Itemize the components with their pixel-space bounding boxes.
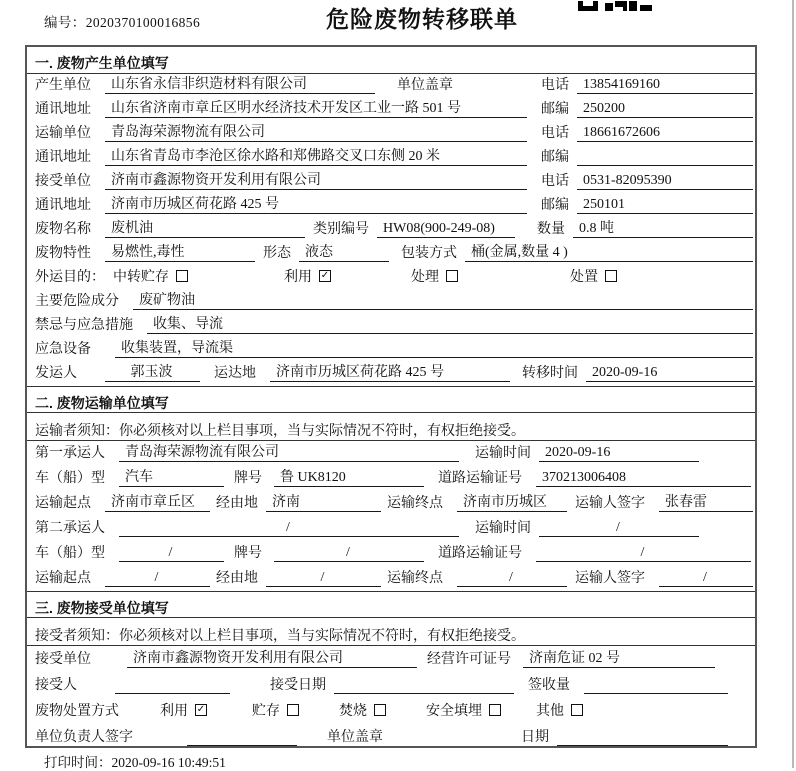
field-label: 运输人签字	[575, 571, 645, 586]
field-label: 电话	[541, 78, 569, 93]
field-label: 运输单位	[35, 126, 91, 141]
field-row-waste-name	[27, 218, 755, 242]
field-value: /	[536, 545, 751, 562]
field-label: 废物特性	[35, 246, 91, 261]
field-label: 运输人签字	[575, 496, 645, 511]
doc-number-label: 编号：	[44, 15, 86, 30]
field-label: 邮编	[541, 150, 569, 165]
field-row-receiver-unit	[27, 170, 755, 194]
field-value	[557, 745, 728, 746]
checkbox-label: 贮存	[252, 704, 280, 719]
checkbox-utilize-icon: ✓	[196, 703, 206, 715]
field-value: 废矿物油	[133, 289, 753, 310]
field-label: 车（船）型	[35, 471, 105, 486]
field-label: 日期	[521, 730, 549, 745]
field-value: 济南市鑫源物资开发利用有限公司	[127, 647, 417, 668]
field-label: 邮编	[541, 198, 569, 213]
field-value: /	[119, 520, 459, 537]
right-field-group	[541, 74, 753, 94]
checkbox-option-store	[252, 700, 299, 720]
field-value: 济南危证 02 号	[523, 647, 715, 668]
transporter-notice: 运输者须知：你必须核对以上栏目事项，当与实际情况不符时，有权拒绝接受。	[27, 413, 755, 441]
field-value: 济南市历城区荷花路 425 号	[105, 193, 527, 214]
field-row-accepting-unit	[27, 646, 755, 672]
field-label: 运输时间	[475, 446, 531, 461]
field-value: 250200	[577, 101, 753, 118]
checkbox-transfer-storage-icon	[176, 270, 188, 282]
field-value: 液态	[299, 241, 389, 262]
receiver-notice: 接受者须知：你必须核对以上栏目事项，当与实际情况不符时，有权拒绝接受。	[27, 618, 755, 646]
right-field-group	[541, 194, 753, 214]
checkbox-option-other	[536, 700, 583, 720]
checkbox-dispose-icon	[605, 270, 617, 282]
field-label: 经由地	[216, 571, 258, 586]
field-row-first-carrier	[27, 441, 755, 466]
field-row-second-carrier	[27, 516, 755, 541]
field-value: 18661672606	[577, 125, 753, 142]
field-value: 370213006408	[536, 470, 751, 487]
checkbox-utilize-icon: ✓	[320, 269, 330, 281]
field-row-emergency-measures	[27, 314, 755, 338]
field-row-transport-address	[27, 146, 755, 170]
field-value: /	[457, 570, 567, 587]
field-label: 电话	[541, 174, 569, 189]
field-value: HW08(900-249-08)	[377, 221, 515, 238]
field-row-outbound-purpose	[27, 266, 755, 290]
field-value: 山东省永信非织造材料有限公司	[105, 73, 375, 94]
field-row-route-1	[27, 491, 755, 516]
print-time-label: 打印时间：	[44, 755, 112, 770]
field-label: 经营许可证号	[427, 652, 511, 667]
field-value: 易燃性,毒性	[105, 241, 255, 262]
field-value: 13854169160	[577, 77, 753, 94]
checkbox-other-icon	[571, 704, 583, 716]
field-label: 转移时间	[522, 366, 578, 381]
field-value	[187, 745, 297, 746]
field-label: 经由地	[216, 496, 258, 511]
right-field-group	[541, 146, 753, 166]
field-value	[115, 693, 230, 694]
print-time	[44, 751, 226, 771]
field-value: 0531-82095390	[577, 173, 753, 190]
checkbox-label: 利用	[284, 270, 312, 285]
field-value: 收集装置，导流渠	[115, 337, 753, 358]
field-label: 第一承运人	[35, 446, 105, 461]
field-label: 发运人	[35, 366, 77, 381]
field-label: 运输终点	[387, 571, 443, 586]
section-1-title: 一. 废物产生单位填写	[27, 47, 755, 74]
checkbox-option-dispose	[570, 266, 617, 286]
checkbox-label: 处置	[570, 270, 598, 285]
section-2-title: 二. 废物运输单位填写	[27, 386, 755, 413]
right-field-group	[541, 122, 753, 142]
stamp-label: 单位盖章	[327, 730, 383, 745]
field-label: 道路运输证号	[438, 546, 522, 561]
field-value: 济南市历城区	[457, 491, 567, 512]
right-field-group	[541, 98, 753, 118]
checkbox-treat-icon	[446, 270, 458, 282]
checkbox-store-icon	[287, 704, 299, 716]
field-label: 第二承运人	[35, 521, 105, 536]
checkbox-label: 利用	[160, 704, 188, 719]
field-row-disposal-method	[27, 698, 755, 724]
field-row-waste-character	[27, 242, 755, 266]
field-label: 运输起点	[35, 496, 91, 511]
field-label: 包装方式	[401, 246, 457, 261]
field-label: 道路运输证号	[438, 471, 522, 486]
checkbox-secure-landfill-icon	[489, 704, 501, 716]
field-row-main-hazard	[27, 290, 755, 314]
field-label: 应急设备	[35, 342, 91, 357]
field-row-producer-unit	[27, 74, 755, 98]
field-label: 通讯地址	[35, 198, 91, 213]
field-label: 外运目的：	[35, 270, 105, 285]
field-label: 通讯地址	[35, 150, 91, 165]
field-value: 汽车	[119, 466, 224, 487]
right-field-group	[541, 170, 753, 190]
field-label: 单位负责人签字	[35, 730, 133, 745]
checkbox-option-treat	[411, 266, 458, 286]
field-label: 邮编	[541, 102, 569, 117]
field-label: 电话	[541, 126, 569, 141]
field-label: 禁忌与应急措施	[35, 318, 133, 333]
field-label: 签收量	[528, 678, 570, 693]
field-value: 济南市章丘区	[105, 491, 210, 512]
field-label: 接受人	[35, 678, 77, 693]
doc-title: 危险废物转移联单	[326, 6, 518, 32]
field-value	[334, 693, 514, 694]
doc-number	[44, 11, 200, 31]
field-value: 2020-09-16	[586, 365, 753, 382]
field-label: 废物处置方式	[35, 704, 119, 719]
checkbox-label: 中转贮存	[113, 270, 169, 285]
checkbox-option-transfer-storage	[113, 266, 188, 286]
field-value: 桶(金属,数量 4 )	[465, 241, 753, 262]
field-label: 主要危险成分	[35, 294, 119, 309]
field-label: 类别编号	[313, 222, 369, 237]
field-label: 运达地	[214, 366, 256, 381]
field-label: 运输时间	[475, 521, 531, 536]
field-value: 济南市鑫源物资开发利用有限公司	[105, 169, 527, 190]
stamp-label: 单位盖章	[397, 78, 453, 93]
field-label: 运输起点	[35, 571, 91, 586]
field-row-responsible-signature	[27, 724, 755, 750]
field-row-emergency-equipment	[27, 338, 755, 362]
field-row-shipper	[27, 362, 755, 386]
field-label: 牌号	[234, 546, 262, 561]
field-value: /	[539, 520, 699, 537]
manifest-form-table	[25, 45, 757, 748]
field-label: 废物名称	[35, 222, 91, 237]
field-label: 牌号	[234, 471, 262, 486]
field-label: 接受单位	[35, 652, 91, 667]
field-row-route-2	[27, 566, 755, 591]
field-value: 山东省青岛市李沧区徐水路和郑佛路交叉口东侧 20 米	[105, 145, 527, 166]
field-label: 通讯地址	[35, 102, 91, 117]
field-row-vehicle-type-1	[27, 466, 755, 491]
print-time-value: 2020-09-16 10:49:51	[111, 755, 226, 770]
checkbox-option-utilize	[284, 266, 331, 286]
qr-code-fragment-icon	[578, 0, 652, 16]
field-value	[577, 165, 753, 166]
field-value: 济南	[266, 491, 381, 512]
checkbox-option-incinerate	[339, 700, 386, 720]
field-label: 形态	[263, 246, 291, 261]
checkbox-label: 其他	[536, 704, 564, 719]
field-value: /	[659, 570, 753, 587]
field-value: 青岛海荣源物流有限公司	[119, 441, 459, 462]
field-row-acceptor	[27, 672, 755, 698]
field-value: 张春雷	[659, 491, 753, 512]
checkbox-option-utilize	[160, 700, 207, 720]
doc-number-value: 2020370100016856	[85, 15, 201, 30]
field-value: 青岛海荣源物流有限公司	[105, 121, 527, 142]
field-label: 接受日期	[270, 678, 326, 693]
checkbox-incinerate-icon	[374, 704, 386, 716]
field-row-vehicle-type-2	[27, 541, 755, 566]
field-value: 0.8 吨	[573, 217, 753, 238]
field-value: 郭玉波	[105, 361, 200, 382]
checkbox-label: 焚烧	[339, 704, 367, 719]
field-label: 车（船）型	[35, 546, 105, 561]
page-edge-divider	[792, 0, 794, 768]
section-3-title: 三. 废物接受单位填写	[27, 591, 755, 618]
field-value: 废机油	[105, 217, 305, 238]
field-value: 鲁 UK8120	[274, 466, 424, 487]
field-value: /	[119, 545, 224, 562]
field-value: /	[105, 570, 210, 587]
field-label: 运输终点	[387, 496, 443, 511]
field-value: 2020-09-16	[539, 445, 699, 462]
field-value	[584, 693, 728, 694]
field-label: 数量	[537, 222, 565, 237]
field-value: 济南市历城区荷花路 425 号	[270, 361, 510, 382]
field-row-producer-address	[27, 98, 755, 122]
field-value: 250101	[577, 197, 753, 214]
checkbox-label: 安全填埋	[426, 704, 482, 719]
field-row-transport-unit	[27, 122, 755, 146]
field-label: 接受单位	[35, 174, 91, 189]
field-value: 收集、导流	[147, 313, 753, 334]
field-row-receiver-address	[27, 194, 755, 218]
field-label: 产生单位	[35, 78, 91, 93]
checkbox-label: 处理	[411, 270, 439, 285]
checkbox-option-secure-landfill	[426, 700, 501, 720]
field-value: 山东省济南市章丘区明水经济技术开发区工业一路 501 号	[105, 97, 527, 118]
field-value: /	[274, 545, 424, 562]
field-value: /	[266, 570, 381, 587]
